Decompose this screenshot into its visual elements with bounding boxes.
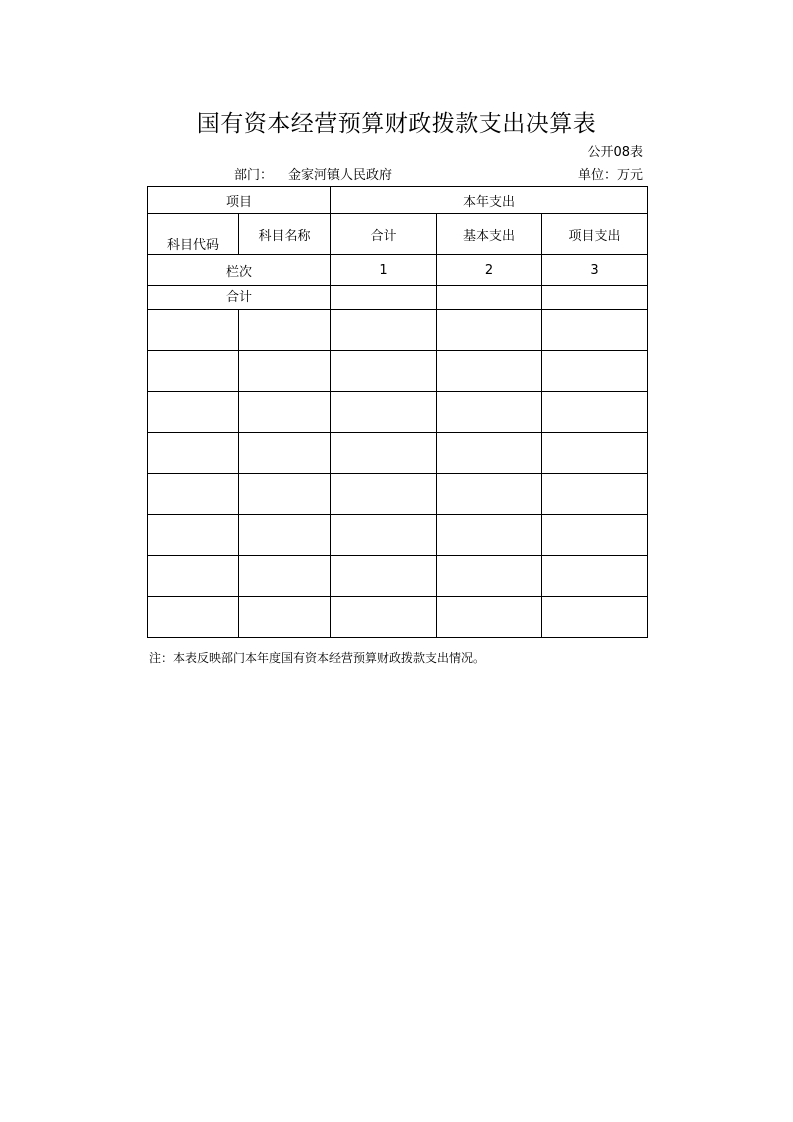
table-cell: [148, 392, 239, 433]
total-cell: [331, 286, 437, 310]
table-cell: [542, 310, 648, 351]
total-cell: [542, 286, 648, 310]
table-row: [148, 515, 648, 556]
department-label: 部门：: [234, 168, 274, 183]
table-cell: [239, 433, 331, 474]
table-cell: [437, 515, 542, 556]
page-title: 国有资本经营预算财政拨款支出决算表: [196, 111, 597, 137]
table-row: [148, 351, 648, 392]
table-cell: [239, 310, 331, 351]
total-row: [148, 286, 648, 310]
table-cell: [148, 474, 239, 515]
table-cell: [542, 392, 648, 433]
table-cell: [239, 474, 331, 515]
table-cell: [437, 433, 542, 474]
table-row: [148, 310, 648, 351]
index-col-3: 3: [542, 255, 648, 286]
table-cell: [437, 351, 542, 392]
table-cell: [542, 351, 648, 392]
table-cell: [239, 351, 331, 392]
table-cell: [331, 597, 437, 638]
header-basic-expenditure: 基本支出: [437, 214, 542, 255]
table-cell: [437, 556, 542, 597]
table-cell: [148, 351, 239, 392]
header-row-1: [148, 187, 648, 214]
header-project-expenditure: 项目支出: [542, 214, 648, 255]
table-cell: [542, 556, 648, 597]
index-row-label: 栏次: [148, 255, 331, 286]
header-total: 合计: [331, 214, 437, 255]
table-cell: [239, 597, 331, 638]
table-cell: [542, 433, 648, 474]
header-subject-name: 科目名称: [239, 214, 331, 255]
header-subject-code: 科目代码: [148, 214, 239, 255]
table-cell: [148, 597, 239, 638]
table-cell: [239, 515, 331, 556]
table-cell: [542, 474, 648, 515]
table-cell: [331, 515, 437, 556]
form-number: 公开08表: [587, 145, 643, 160]
table-cell: [148, 515, 239, 556]
table-cell: [331, 351, 437, 392]
table-cell: [542, 597, 648, 638]
index-row: [148, 255, 648, 286]
table-cell: [437, 310, 542, 351]
unit-label: 单位：万元: [577, 168, 643, 183]
table-cell: [148, 310, 239, 351]
table-row: [148, 597, 648, 638]
table-cell: [437, 597, 542, 638]
table-cell: [331, 310, 437, 351]
table-cell: [331, 556, 437, 597]
table-row: [148, 556, 648, 597]
table-cell: [331, 392, 437, 433]
index-col-2: 2: [437, 255, 542, 286]
table-cell: [239, 556, 331, 597]
table-cell: [331, 474, 437, 515]
header-row-2: [148, 214, 648, 255]
table-cell: [542, 515, 648, 556]
table-cell: [437, 474, 542, 515]
table-row: [148, 474, 648, 515]
total-row-label: 合计: [148, 286, 331, 310]
table-cell: [331, 433, 437, 474]
department-name: 金家河镇人民政府: [288, 168, 393, 183]
index-col-1: 1: [331, 255, 437, 286]
header-current-year-expenditure: 本年支出: [331, 187, 648, 214]
expenditure-table: [147, 186, 648, 638]
table-cell: [239, 392, 331, 433]
table-row: [148, 392, 648, 433]
table-cell: [437, 392, 542, 433]
table-cell: [148, 556, 239, 597]
footnote: 注：本表反映部门本年度国有资本经营预算财政拨款支出情况。: [149, 651, 486, 665]
table-cell: [148, 433, 239, 474]
total-cell: [437, 286, 542, 310]
table-row: [148, 433, 648, 474]
header-item: 项目: [148, 187, 331, 214]
